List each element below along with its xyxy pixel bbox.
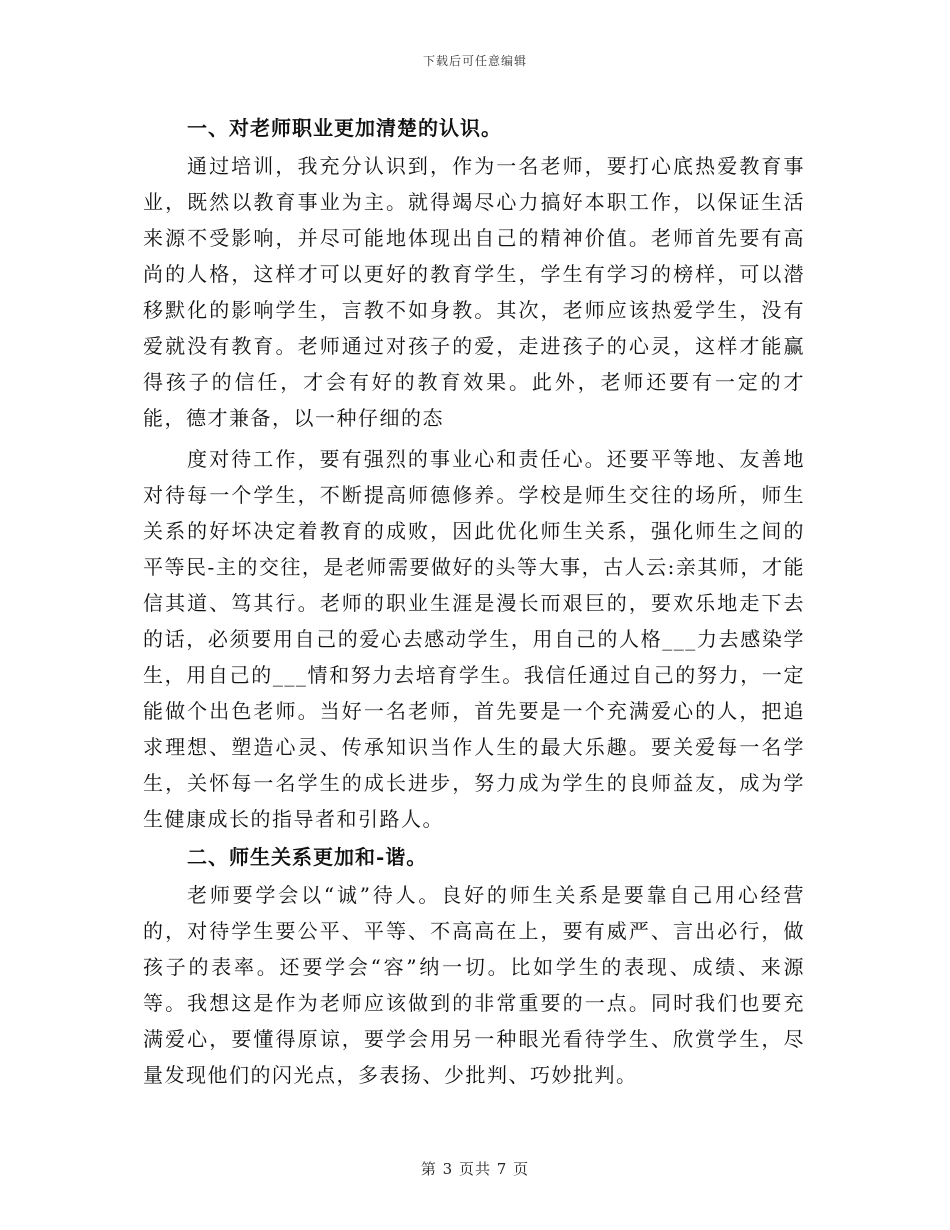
page-number: 第 3 页共 7 页 [420, 1160, 530, 1178]
section-1-paragraph-1: 通过培训，我充分认识到，作为一名老师，要打心底热爱教育事业，既然以教育事业为主。就得竭尽心力搞好本职工作，以保证生活来源不受影响，并尽可能地体现出自己的精神价值。老师首先要有高尚的人格，这样才可以更好的教育学生，学生有学习的榜样，可以潜移默化的影响学生，言教不如身教。其次，老师应该热爱学生，没有爱就没有教育。老师通过对孩子的爱，走进孩子的心灵，这样才能赢得孩子的信任，才会有好的教育效果。此外，老师还要有一定的才能，德才兼备，以一种仔细的态 [143, 154, 805, 430]
page-header: 下载后可任意编辑 [422, 54, 527, 68]
section-heading-1: 一、对老师职业更加清楚的认识。 [187, 116, 502, 140]
section-2-paragraph-1: 老师要学会以“诚”待人。良好的师生关系是要靠自己用心经营的，对待学生要公平、平等、不高高在上，要有威严、言出必行，做孩子的表率。还要学会“容”纳一切。比如学生的表现、成绩、来源等。我想这是作为老师应该做到的非常重要的一点。同时我们也要充满爱心，要懂得原谅，要学会用另一种眼光看待学生、欣赏学生，尽量发现他们的闪光点，多表扬、少批判、巧妙批判。 [143, 883, 805, 1087]
section-heading-2: 二、师生关系更加和-谐。 [187, 845, 428, 869]
section-1-paragraph-2: 度对待工作，要有强烈的事业心和责任心。还要平等地、友善地对待每一个学生，不断提高师德修养。学校是师生交往的场所，师生关系的好坏决定着教育的成败，因此优化师生关系，强化师生之间的平等民-主的交往，是老师需要做好的头等大事，古人云:亲其师，才能信其道、笃其行。老师的职业生涯是漫长而艰巨的，要欢乐地走下去的话，必须要用自己的爱心去感动学生，用自己的人格___力去感染学生，用自己的___情和努力去培育学生。我信任通过自己的努力，一定能做个出色老师。当好一名老师，首先要是一个充满爱心的人，把追求理想、塑造心灵、传承知识当作人生的最大乐趣。要关爱每一名学生，关怀每一名学生的成长进步，努力成为学生的良师益友，成为学生健康成长的指导者和引路人。 [143, 447, 805, 831]
document-body [143, 110, 805, 1093]
